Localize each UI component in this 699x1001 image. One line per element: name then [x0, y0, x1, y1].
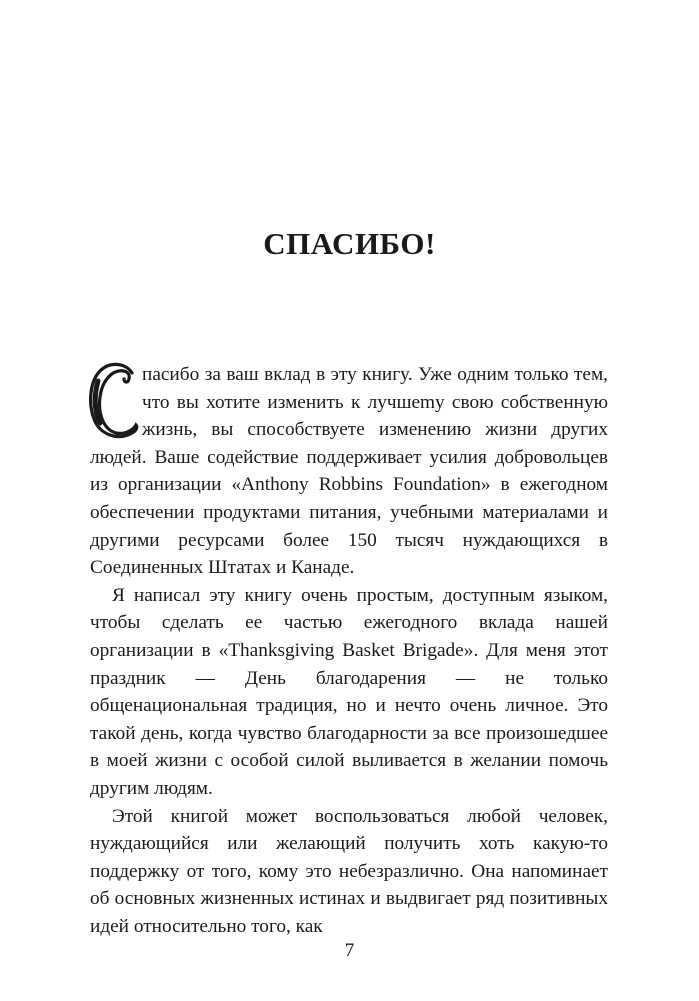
body-text: [90, 361, 608, 940]
dropcap-c-glyph: [88, 359, 140, 443]
paragraph-3: Этой книгой может воспользоваться любой человек, нуждающийся или желающий получить хоть какую-то поддержку от того, кому это небезразлично. Она напоминает об основных жизненных истинах и выдвигает ряд позитивных идей относительно того, как: [90, 805, 608, 937]
paragraph-2: Я написал эту книгу очень простым, доступным языком, чтобы сделать ее частью ежегодного вклада нашей организации в «Thanksgiving Basket Brigade». Для меня этот праздник — День благодарения — не только общенациональная традиция, но и нечто очень личное. Это такой день, когда чувство благодарности за все произошедшее в моей жизни с особой силой выливается в желании помочь другим людям.: [90, 584, 608, 799]
chapter-title: СПАСИБО!: [263, 226, 436, 261]
paragraph-1: [90, 361, 608, 582]
dropcap-letter: [90, 359, 138, 441]
paragraph-1-text: пасибо за ваш вклад в эту книгу. Уже одним только тем, что вы хотите изменить к лучшеmу свою собственную жизнь, вы способствуете изменению жизни других людей. Ваше содействие поддерживает усилия добровольцев из организации «Anthony Robbins Foundation» в ежегодном обеспечении продуктами питания, учебными материалами и другими ресурсами более 150 тысяч нуждающихся в Соединенных Штатах и Канаде.: [90, 364, 608, 579]
page-number: 7: [344, 940, 355, 961]
